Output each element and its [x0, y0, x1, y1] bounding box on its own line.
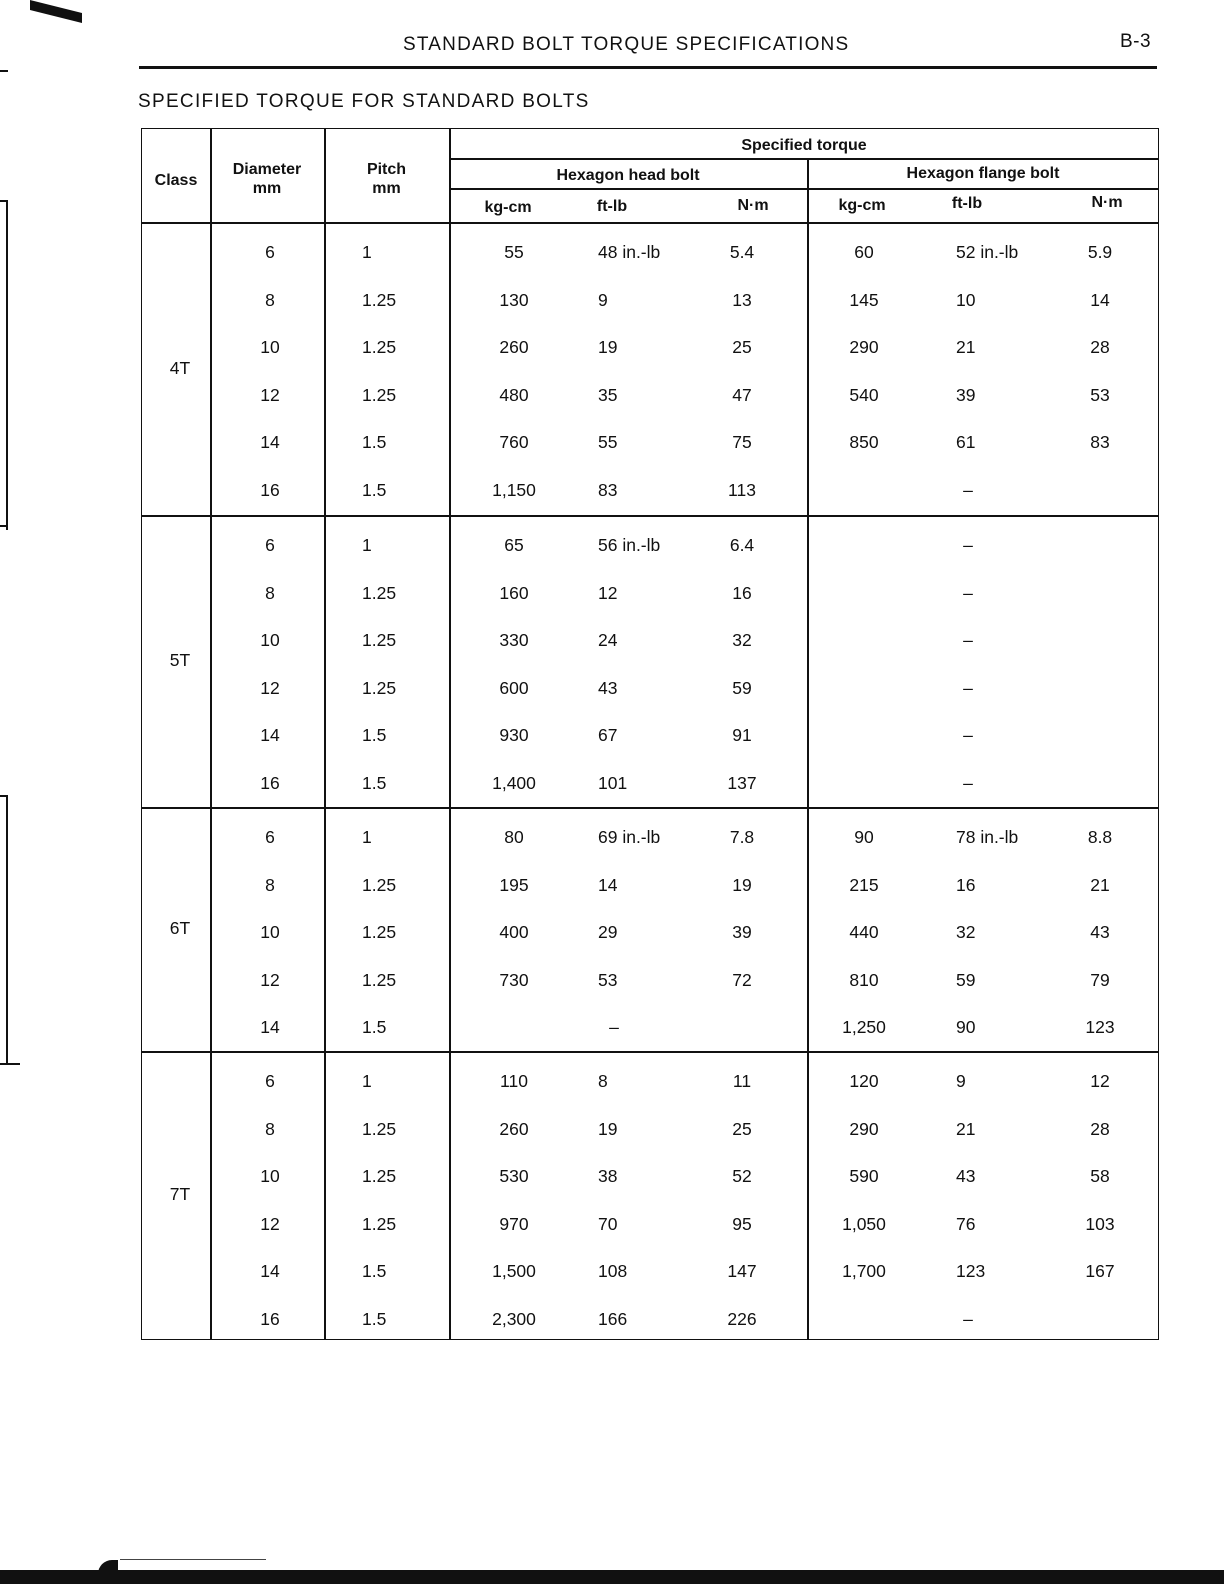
- header-unit-ftlb: ft-lb: [596, 198, 628, 215]
- flange-kgcm-cell: 215: [849, 874, 879, 895]
- flange-kgcm-cell: 1,250: [842, 1017, 886, 1038]
- head-ftlb-cell: 101: [598, 773, 628, 793]
- scan-edge-mark: [0, 1063, 20, 1065]
- head-kgcm-cell: 760: [499, 432, 529, 453]
- flange-nm-cell: 5.9: [1087, 242, 1113, 262]
- pitch-cell: 1.5: [362, 1261, 387, 1282]
- diameter-cell: 10: [260, 1166, 280, 1187]
- col-divider-pitch: [449, 129, 451, 1339]
- flange-kgcm-cell: 1,700: [842, 1261, 886, 1282]
- flange-kgcm-cell: 850: [849, 432, 879, 453]
- scan-edge-mark: [0, 525, 8, 527]
- flange-dash-cell: –: [963, 1309, 973, 1329]
- pitch-cell: 1.5: [362, 432, 387, 453]
- diameter-cell: 8: [265, 1118, 275, 1139]
- header-unit-kgcm: kg-cm: [484, 199, 532, 216]
- flange-nm-cell: 28: [1090, 1118, 1110, 1139]
- flange-nm-cell: 12: [1090, 1071, 1110, 1091]
- pitch-cell: 1.25: [362, 384, 397, 405]
- head-nm-cell: 113: [728, 480, 756, 500]
- flange-ftlb-cell: 21: [956, 337, 976, 358]
- header-hexagon-flange-bolt: Hexagon flange bolt: [906, 165, 1060, 182]
- pitch-cell: 1: [362, 1071, 372, 1091]
- head-kgcm-cell: 1,500: [492, 1261, 536, 1282]
- head-ftlb-cell: 53: [598, 969, 618, 990]
- diameter-cell: 6: [265, 535, 275, 555]
- head-ftlb-cell: 9: [598, 289, 608, 310]
- flange-ftlb-cell: 21: [956, 1118, 976, 1139]
- head-nm-cell: 147: [727, 1261, 757, 1282]
- head-nm-cell: 47: [732, 384, 752, 405]
- flange-nm-cell: 79: [1090, 969, 1110, 990]
- diameter-cell: 10: [260, 922, 280, 943]
- pitch-cell: 1.5: [362, 773, 387, 793]
- head-nm-cell: 11: [732, 1071, 752, 1091]
- head-ftlb-cell: 83: [598, 480, 618, 500]
- head-nm-cell: 39: [732, 922, 752, 943]
- head-nm-cell: 75: [732, 432, 752, 453]
- diameter-cell: 6: [265, 1071, 275, 1091]
- diameter-cell: 10: [260, 630, 280, 651]
- flange-nm-cell: 83: [1090, 432, 1110, 453]
- flange-kgcm-cell: 290: [849, 337, 879, 358]
- flange-kgcm-cell: 145: [849, 289, 879, 310]
- head-ftlb-cell: 55: [598, 432, 618, 453]
- class-label: 4T: [169, 357, 191, 378]
- class-label: 6T: [169, 918, 191, 938]
- head-kgcm-cell: 195: [499, 874, 529, 895]
- diameter-cell: 12: [260, 1213, 280, 1234]
- flange-nm-cell: 167: [1085, 1261, 1115, 1282]
- diameter-cell: 16: [260, 773, 280, 793]
- header-rule-bottom: [142, 222, 1159, 224]
- col-divider-head-flange: [807, 160, 809, 1339]
- flange-kgcm-cell: 810: [849, 969, 879, 990]
- head-kgcm-cell: 400: [499, 922, 529, 943]
- header-unit-nm: N·m: [737, 197, 769, 214]
- header-specified-torque: Specified torque: [741, 137, 867, 154]
- flange-ftlb-cell: 61: [956, 432, 976, 453]
- diameter-cell: 14: [260, 432, 280, 453]
- head-kgcm-cell: 1,400: [492, 773, 536, 793]
- flange-nm-cell: 123: [1085, 1017, 1115, 1038]
- head-nm-cell: 7.8: [729, 827, 755, 847]
- head-nm-cell: 25: [732, 1118, 752, 1139]
- class-label: 5T: [169, 650, 191, 670]
- col-divider-class: [210, 129, 212, 1339]
- diameter-cell: 12: [260, 384, 280, 405]
- torque-table: [141, 128, 1159, 1340]
- flange-nm-cell: 28: [1090, 337, 1110, 358]
- pitch-cell: 1.25: [362, 677, 397, 698]
- flange-dash-cell: –: [963, 773, 973, 793]
- head-nm-cell: 72: [732, 969, 752, 990]
- diameter-cell: 8: [265, 874, 275, 895]
- head-ftlb-cell: 14: [598, 874, 618, 895]
- head-kgcm-cell: 2,300: [492, 1309, 536, 1329]
- flange-dash-cell: –: [963, 630, 973, 651]
- class-label: 7T: [169, 1183, 191, 1204]
- head-nm-cell: 32: [732, 630, 752, 651]
- head-nm-cell: 13: [732, 289, 752, 310]
- flange-ftlb-cell: 32: [956, 922, 976, 943]
- flange-nm-cell: 53: [1090, 384, 1110, 405]
- head-ftlb-cell: 35: [598, 384, 618, 405]
- diameter-cell: 12: [260, 677, 280, 698]
- flange-kgcm-cell: 60: [854, 242, 874, 262]
- flange-ftlb-cell: 59: [956, 969, 976, 990]
- pitch-cell: 1.25: [362, 582, 397, 603]
- flange-ftlb-cell: 43: [956, 1166, 976, 1187]
- pitch-cell: 1.25: [362, 289, 397, 310]
- head-ftlb-cell: 12: [598, 582, 618, 603]
- head-kgcm-cell: 600: [499, 677, 529, 698]
- flange-dash-cell: –: [963, 677, 973, 698]
- header-pitch: Pitch mm: [366, 161, 407, 197]
- head-nm-cell: 6.4: [729, 535, 755, 555]
- head-kgcm-cell: 55: [504, 242, 524, 262]
- head-nm-cell: 137: [727, 773, 757, 793]
- head-kgcm-cell: 65: [504, 535, 524, 555]
- pitch-cell: 1: [362, 535, 372, 555]
- head-nm-cell: 5.4: [729, 242, 755, 262]
- head-ftlb-cell: 108: [598, 1261, 628, 1282]
- scan-corner-mark: [30, 0, 82, 23]
- head-nm-cell: 19: [732, 874, 752, 895]
- head-nm-cell: 52: [732, 1166, 752, 1187]
- group-divider: [142, 1051, 1159, 1053]
- flange-kgcm-cell: 590: [849, 1166, 879, 1187]
- flange-dash-cell: –: [963, 582, 973, 603]
- head-ftlb-cell: 67: [598, 725, 618, 746]
- head-kgcm-cell: 480: [499, 384, 529, 405]
- scan-edge-mark: [0, 70, 8, 72]
- pitch-cell: 1.25: [362, 969, 397, 990]
- pitch-cell: 1.5: [362, 1017, 387, 1038]
- pitch-cell: 1.5: [362, 480, 387, 500]
- flange-dash-cell: –: [963, 480, 973, 500]
- diameter-cell: 14: [260, 725, 280, 746]
- head-nm-cell: 25: [732, 337, 752, 358]
- header-hexagon-head-bolt: Hexagon head bolt: [556, 167, 700, 184]
- head-kgcm-cell: 330: [499, 630, 529, 651]
- head-ftlb-cell: 29: [598, 922, 618, 943]
- diameter-cell: 6: [265, 827, 275, 847]
- diameter-cell: 14: [260, 1261, 280, 1282]
- pitch-cell: 1.25: [362, 922, 397, 943]
- flange-ftlb-cell: 123: [956, 1261, 986, 1282]
- head-kgcm-cell: 530: [499, 1166, 529, 1187]
- scan-edge-mark: [0, 795, 8, 797]
- head-nm-cell: 226: [727, 1309, 757, 1329]
- pitch-cell: 1: [362, 242, 372, 262]
- flange-ftlb-cell: 76: [956, 1213, 976, 1234]
- head-kgcm-cell: 160: [499, 582, 529, 603]
- diameter-cell: 14: [260, 1017, 280, 1038]
- diameter-cell: 16: [260, 1309, 280, 1329]
- flange-nm-cell: 8.8: [1087, 827, 1113, 847]
- flange-ftlb-cell: 90: [956, 1017, 976, 1038]
- header-rule-specified: [449, 158, 1159, 160]
- header-unit-nm: N·m: [1091, 194, 1123, 211]
- section-title: SPECIFIED TORQUE FOR STANDARD BOLTS: [138, 91, 590, 112]
- flange-ftlb-cell: 16: [956, 874, 976, 895]
- flange-nm-cell: 21: [1090, 874, 1110, 895]
- header-rule-bolt-type: [449, 188, 1159, 190]
- head-ftlb-cell: 166: [598, 1309, 628, 1329]
- head-ftlb-cell: 48 in.-lb: [598, 242, 661, 262]
- scan-bottom-bar: [0, 1570, 1224, 1584]
- flange-kgcm-cell: 1,050: [842, 1213, 886, 1234]
- flange-kgcm-cell: 540: [849, 384, 879, 405]
- head-ftlb-cell: 69 in.-lb: [598, 827, 661, 847]
- head-kgcm-cell: 730: [499, 969, 529, 990]
- flange-kgcm-cell: 90: [854, 827, 874, 847]
- pitch-cell: 1.25: [362, 1118, 397, 1139]
- pitch-cell: 1: [362, 827, 372, 847]
- pitch-cell: 1.25: [362, 337, 397, 358]
- head-nm-cell: 16: [732, 582, 752, 603]
- pitch-cell: 1.25: [362, 874, 397, 895]
- flange-ftlb-cell: 52 in.-lb: [956, 242, 1019, 262]
- head-ftlb-cell: 19: [598, 337, 618, 358]
- header-unit-ftlb: ft-lb: [951, 195, 983, 212]
- head-ftlb-cell: 43: [598, 677, 618, 698]
- diameter-cell: 8: [265, 582, 275, 603]
- pitch-cell: 1.5: [362, 725, 387, 746]
- head-nm-cell: 59: [732, 677, 752, 698]
- page-header-title: STANDARD BOLT TORQUE SPECIFICATIONS: [403, 34, 850, 55]
- head-kgcm-cell: 80: [504, 827, 524, 847]
- scan-edge-line: [6, 200, 8, 530]
- header-rule: [139, 66, 1157, 69]
- head-kgcm-cell: 970: [499, 1213, 529, 1234]
- head-kgcm-cell: 1,150: [492, 480, 536, 500]
- flange-nm-cell: 43: [1090, 922, 1110, 943]
- header-unit-kgcm: kg-cm: [838, 197, 886, 214]
- diameter-cell: 16: [260, 480, 280, 500]
- scan-bottom-line: [120, 1559, 266, 1560]
- head-kgcm-cell: 930: [499, 725, 529, 746]
- flange-ftlb-cell: 10: [956, 289, 976, 310]
- flange-ftlb-cell: 78 in.-lb: [956, 827, 1019, 847]
- flange-dash-cell: –: [963, 535, 973, 555]
- head-ftlb-cell: 56 in.-lb: [598, 535, 661, 555]
- diameter-cell: 10: [260, 337, 280, 358]
- diameter-cell: 8: [265, 289, 275, 310]
- head-ftlb-cell: 38: [598, 1166, 618, 1187]
- flange-kgcm-cell: 120: [849, 1071, 879, 1091]
- col-divider-diameter: [324, 129, 326, 1339]
- scan-edge-mark: [0, 200, 8, 202]
- group-divider: [142, 807, 1159, 809]
- head-dash-cell: –: [609, 1017, 619, 1038]
- head-ftlb-cell: 24: [598, 630, 618, 651]
- flange-dash-cell: –: [963, 725, 973, 746]
- flange-nm-cell: 103: [1085, 1213, 1115, 1234]
- scan-edge-line: [6, 795, 8, 1065]
- pitch-cell: 1.25: [362, 630, 397, 651]
- head-kgcm-cell: 260: [499, 337, 529, 358]
- page-number: B-3: [1120, 31, 1152, 52]
- head-kgcm-cell: 130: [499, 289, 529, 310]
- header-diameter: Diameter mm: [232, 161, 302, 197]
- header-class: Class: [154, 172, 198, 189]
- group-divider: [142, 515, 1159, 517]
- flange-kgcm-cell: 440: [849, 922, 879, 943]
- head-ftlb-cell: 8: [598, 1071, 608, 1091]
- flange-nm-cell: 14: [1090, 289, 1110, 310]
- flange-kgcm-cell: 290: [849, 1118, 879, 1139]
- pitch-cell: 1.5: [362, 1309, 387, 1329]
- pitch-cell: 1.25: [362, 1166, 397, 1187]
- pitch-cell: 1.25: [362, 1213, 397, 1234]
- head-kgcm-cell: 260: [499, 1118, 529, 1139]
- flange-nm-cell: 58: [1090, 1166, 1110, 1187]
- flange-ftlb-cell: 39: [956, 384, 976, 405]
- head-nm-cell: 95: [732, 1213, 752, 1234]
- head-ftlb-cell: 19: [598, 1118, 618, 1139]
- head-nm-cell: 91: [732, 725, 752, 746]
- diameter-cell: 6: [265, 242, 275, 262]
- flange-ftlb-cell: 9: [956, 1071, 966, 1091]
- head-ftlb-cell: 70: [598, 1213, 618, 1234]
- diameter-cell: 12: [260, 969, 280, 990]
- head-kgcm-cell: 110: [500, 1071, 528, 1091]
